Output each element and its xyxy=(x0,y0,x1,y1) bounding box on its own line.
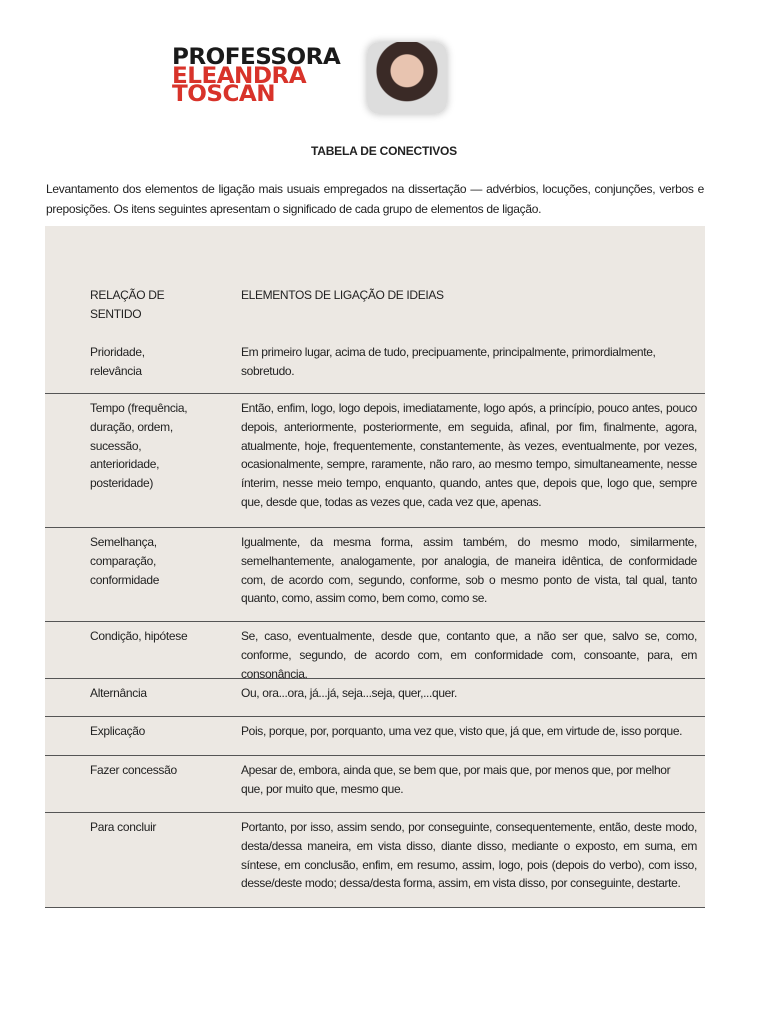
elements-cell: Pois, porque, por, porquanto, uma vez que, visto que, já que, em virtude de, isso porque. xyxy=(241,724,683,738)
table-row xyxy=(45,393,705,528)
table-row xyxy=(45,755,705,813)
relation-cell: Fazer concessão xyxy=(90,763,177,777)
relation-cell: Alternância xyxy=(90,686,147,700)
table-row xyxy=(45,678,705,717)
relation-cell: Prioridade, relevância xyxy=(90,345,145,378)
relation-cell: Condição, hipótese xyxy=(90,629,188,643)
logo-line-1: PROFESSORA xyxy=(172,45,341,70)
elements-cell: Em primeiro lugar, acima de tudo, precipuamente, principalmente, primordialmente, sobretudo. xyxy=(241,345,656,378)
table-row xyxy=(45,527,705,622)
table-row xyxy=(45,716,705,756)
logo-line-3: TOSCAN xyxy=(172,82,276,107)
connectives-table xyxy=(45,226,705,908)
elements-cell: Se, caso, eventualmente, desde que, contanto que, a não ser que, salvo se, como, conforme, segundo, de acordo com, em conformidade com, consoante, para, em consonância. xyxy=(241,629,697,681)
intro-paragraph: Levantamento dos elementos de ligação mais usuais empregados na dissertação — advérbios, locuções, conjunções, verbos e preposições. Os itens seguintes apresentam o significado de cada grupo de elementos de ligação. xyxy=(46,182,704,216)
relation-cell: Tempo (frequência, duração, ordem, sucessão, anterioridade, posteridade) xyxy=(90,401,188,491)
relation-cell: Semelhança, comparação, conformidade xyxy=(90,535,160,587)
logo xyxy=(172,42,462,114)
table-row xyxy=(45,812,705,908)
header-elements: ELEMENTOS DE LIGAÇÃO DE IDEIAS xyxy=(241,288,444,302)
elements-cell: Ou, ora...ora, já...já, seja...seja, quer,...quer. xyxy=(241,686,457,700)
elements-cell: Portanto, por isso, assim sendo, por conseguinte, consequentemente, então, deste modo, desta/dessa maneira, em vista disso, diante disso, mediante o exposto, em suma, em síntese, em conclusão, enfim, em resumo, assim, logo, pois (depois do verbo), com isso, desse/deste modo; dessa/desta forma, assim, em vista disso, por conseguinte, destarte. xyxy=(241,820,697,891)
elements-cell: Igualmente, da mesma forma, assim também, do mesmo modo, similarmente, semelhantemente, analogamente, por analogia, de maneira idêntica, de conformidade com, de acordo com, segundo, conforme, sob o mesmo ponto de vista, tal qual, tanto quanto, como, assim como, bem como, como se. xyxy=(241,535,697,606)
table-row xyxy=(45,340,705,394)
relation-cell: Explicação xyxy=(90,724,146,738)
elements-cell: Então, enfim, logo, logo depois, imediatamente, logo após, a princípio, pouco antes, pouco depois, anteriormente, posteriormente, em seguida, afinal, por fim, finalmente, agora, atualmente, hoje, frequentemente, constantemente, às vezes, eventualmente, por vezes, ocasionalmente, sempre, raramente, não raro, ao mesmo tempo, simultaneamente, nesse ínterim, nesse meio tempo, enquanto, quando, antes que, depois que, logo que, sempre que, desde que, todas as vezes que, cada vez que, apenas. xyxy=(241,401,697,509)
elements-cell: Apesar de, embora, ainda que, se bem que, por mais que, por menos que, por melhor que, por muito que, mesmo que. xyxy=(241,763,671,796)
page-title: TABELA DE CONECTIVOS xyxy=(310,144,457,158)
table-header-row xyxy=(45,226,705,340)
logo-line-2: ELEANDRA xyxy=(172,64,307,89)
avatar-photo xyxy=(367,42,447,114)
header-relation: RELAÇÃO DE SENTIDO xyxy=(90,288,165,321)
table-row xyxy=(45,621,705,679)
relation-cell: Para concluir xyxy=(90,820,157,834)
